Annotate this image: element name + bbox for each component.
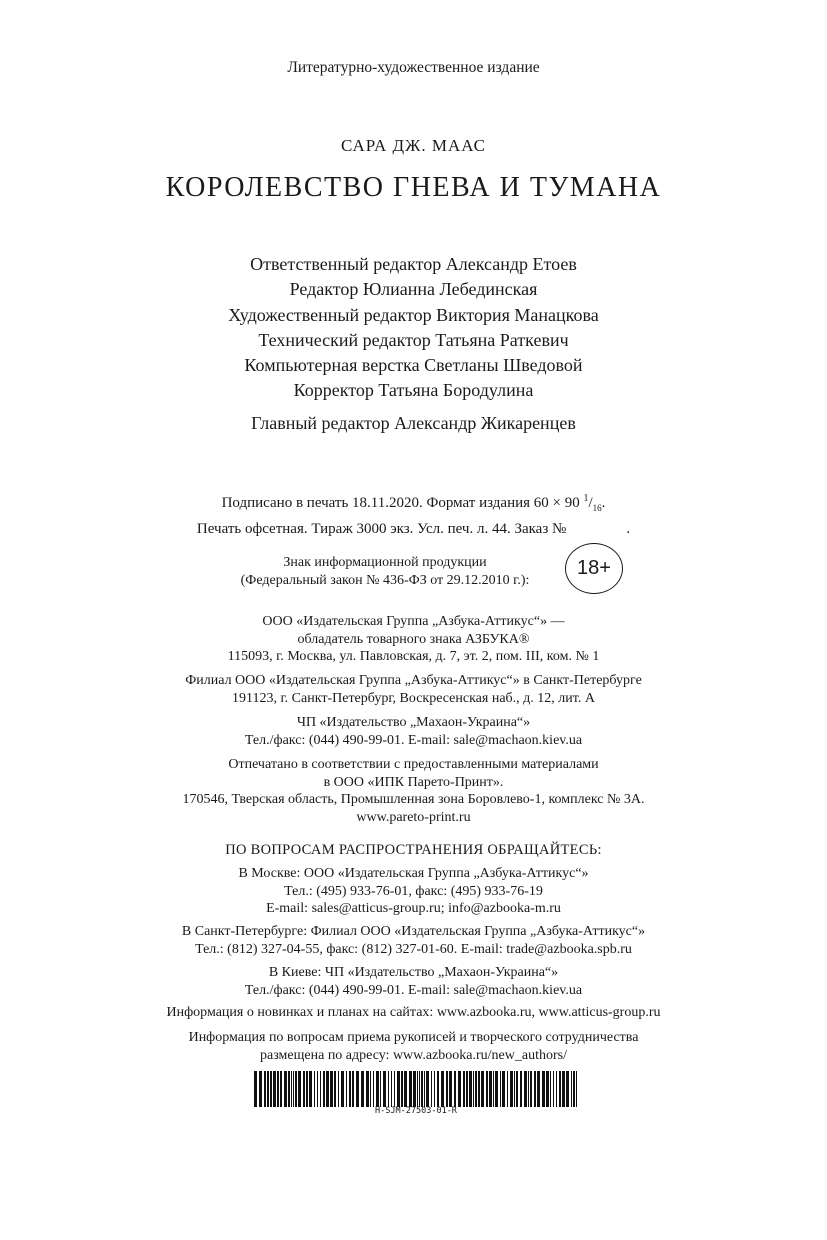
credit-line: Редактор Юлианна Лебединская <box>289 279 538 300</box>
author-name: САРА ДЖ. МААС <box>340 136 487 155</box>
print-line-1-end: . <box>601 495 606 511</box>
sign-text-line-2: (Федеральный закон № 436-ФЗ от 29.12.2010 г.): <box>240 573 530 588</box>
moscow-line: E-mail: sales@atticus-group.ru; info@azbooka-m.ru <box>266 901 561 916</box>
credit-line: Технический редактор Татьяна Раткевич <box>258 329 569 350</box>
credit-line: Корректор Татьяна Бородулина <box>293 380 534 401</box>
distribution-heading: ПО ВОПРОСАМ РАСПРОСТРАНЕНИЯ ОБРАЩАЙТЕСЬ: <box>225 842 602 858</box>
sign-text-line-1: Знак информационной продукции <box>283 555 487 570</box>
spb-line: Тел.: (812) 327-04-55, факс: (812) 327-01-60. E-mail: trade@azbooka.spb.ru <box>195 941 632 957</box>
printed-line: Отпечатано в соответствии с предоставленными материалами <box>228 757 599 772</box>
editorial-credits <box>0 252 827 404</box>
book-title: КОРОЛЕВСТВО ГНЕВА И ТУМАНА <box>165 172 662 203</box>
manuscripts-line: Информация по вопросам приема рукописей и творческого сотрудничества <box>188 1030 639 1045</box>
info-product-sign <box>205 554 565 590</box>
manuscripts-info <box>0 1029 827 1064</box>
chief-editor: Главный редактор Александр Жикаренцев <box>251 413 576 433</box>
kiev-line: В Киеве: ЧП «Издательство „Махаон-Украина“» <box>268 965 559 980</box>
publisher-info <box>0 613 827 666</box>
barcode-bar <box>577 1071 578 1107</box>
printed-line: www.pareto-print.ru <box>356 809 471 825</box>
branch-line: Филиал ООО «Издательская Группа „Азбука-Аттикус“» в Санкт-Петербурге <box>185 673 642 688</box>
printing-house-info <box>0 756 827 826</box>
age-rating-badge: 18+ <box>565 543 623 594</box>
ukraine-line: Тел./факс: (044) 490-99-01. E-mail: sale@machaon.kiev.ua <box>244 732 583 748</box>
printed-line: 170546, Тверская область, Промышленная зона Боровлево-1, комплекс № 3А. <box>182 792 645 807</box>
ukraine-line: ЧП «Издательство „Махаон-Украина“» <box>296 715 531 730</box>
credit-line: Компьютерная верстка Светланы Шведовой <box>244 355 583 376</box>
publisher-line: 115093, г. Москва, ул. Павловская, д. 7, эт. 2, пом. III, ком. № 1 <box>227 649 600 664</box>
sites-info: Информация о новинках и планах на сайтах: www.azbooka.ru, www.atticus-group.ru <box>166 1005 661 1020</box>
print-line-1: Подписано в печать 18.11.2020. Формат издания 60 × 90 $^1/_{16}$. <box>221 493 606 513</box>
printed-line: в ООО «ИПК Парето-Принт». <box>323 774 504 790</box>
publisher-line: обладатель товарного знака АЗБУКА® <box>297 631 530 647</box>
distribution-spb <box>0 923 827 958</box>
distribution-moscow <box>0 865 827 918</box>
edition-type: Литературно-художественное издание <box>287 59 540 76</box>
spb-line: В Санкт-Петербурге: Филиал ООО «Издательская Группа „Азбука-Аттикус“» <box>181 924 646 939</box>
distribution-kiev <box>0 964 827 999</box>
moscow-line: Тел.: (495) 933-76-01, факс: (495) 933-76-19 <box>284 883 543 899</box>
credit-line: Ответственный редактор Александр Етоев <box>250 254 577 274</box>
kiev-line: Тел./факс: (044) 490-99-01. E-mail: sale@machaon.kiev.ua <box>244 982 583 998</box>
branch-line: 191123, г. Санкт-Петербург, Воскресенская наб., д. 12, лит. А <box>232 690 595 706</box>
format-fraction-numerator: 1 <box>583 493 589 504</box>
credit-line: Художественный редактор Виктория Манацкова <box>228 304 599 325</box>
manuscripts-line: размещена по адресу: www.azbooka.ru/new_authors/ <box>260 1047 567 1063</box>
barcode-code: H-SJM-27503-01-R <box>375 1106 457 1116</box>
print-details <box>0 488 827 540</box>
branch-info <box>0 672 827 707</box>
print-line-2: Печать офсетная. Тираж 3000 экз. Усл. печ. л. 44. Заказ № . <box>196 521 631 537</box>
barcode <box>254 1071 578 1107</box>
ukraine-publisher-info <box>0 714 827 749</box>
moscow-line: В Москве: ООО «Издательская Группа „Азбука-Аттикус“» <box>238 866 589 881</box>
print-format: Подписано в печать 18.11.2020. Формат издания 60 × 90 <box>221 495 580 511</box>
publisher-line: ООО «Издательская Группа „Азбука-Аттикус“» — <box>262 614 565 629</box>
format-fraction-denominator: 16 <box>592 503 602 513</box>
